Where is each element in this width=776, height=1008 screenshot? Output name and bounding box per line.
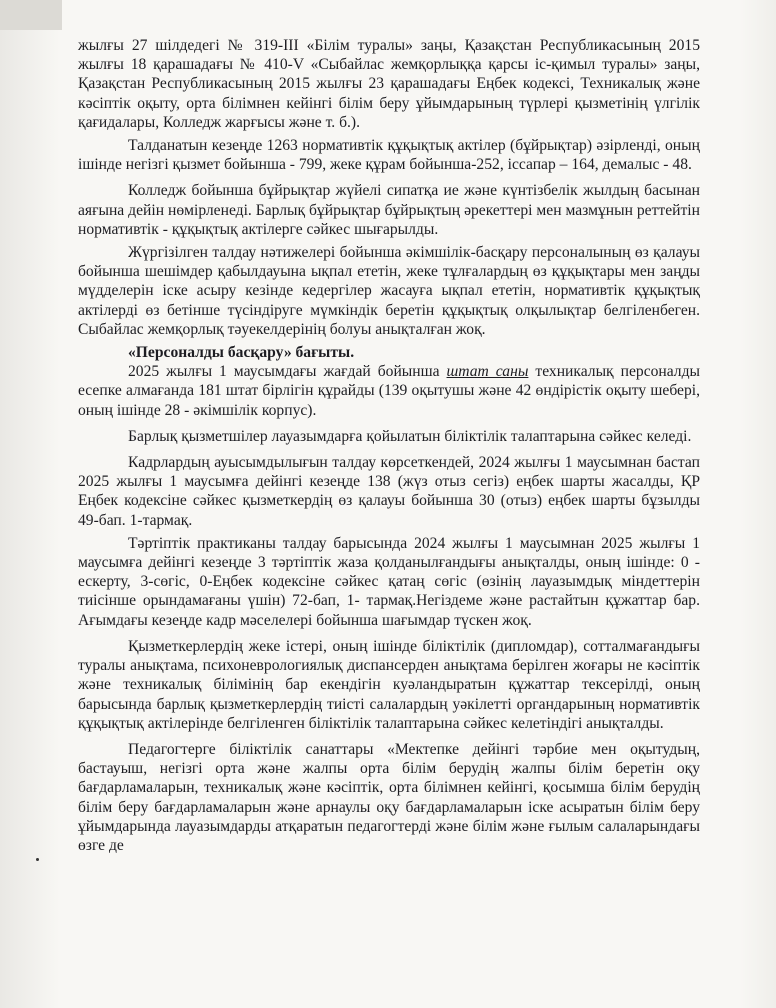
paragraph-9: Қызметкерлердің жеке істері, оның ішінде біліктілік (дипломдар), сотталмағандығы туралы анықтама, психоневрологиялық диспансерден анықтама берілген жоғары не кәсіптік және техникалық білімінің бар екендігін куәландыратын құжаттар тексерілді, оның барысында барлық қызметкерлердің тиісті салалардың уәкілетті органдарының нормативтік құқықтық актілерінде белгіленген біліктілік талаптарына сәйкес келетіндігі анықталды. bbox=[78, 637, 700, 732]
underlined-term: штат саны bbox=[446, 363, 529, 381]
paragraph-2: Талданатын кезеңде 1263 нормативтік құқықтық актілер (бұйрықтар) әзірленді, оның ішінде негізгі қызмет бойынша - 799, жеке құрам бойынша-252, іссапар – 164, демалыс - 48. bbox=[78, 137, 700, 174]
paragraph-5: 2025 жылғы 1 маусымдағы жағдай бойынша штат саны техникалық персоналды есепке алмағанда 181 штат бірлігін құрайды (139 оқытушы және 42 өндірістік оқыту шебері, оның ішінде 28 - әкімшілік корпус). bbox=[78, 363, 701, 419]
paragraph-3: Колледж бойынша бұйрықтар жүйелі сипатқа ие және күнтізбелік жылдың басынан аяғына дейін нөмірленеді. Барлық бұйрықтар бұйрықтың әрекеттері мен мазмұнын реттейтін нормативтік - құқықтық актілерге сәйкес шығарылды. bbox=[78, 182, 700, 238]
paragraph-10: Педагогтерге біліктілік санаттары «Мектепке дейінгі тәрбие мен оқытудың, бастауыш, негізгі орта және жалпы орта білім берудің жалпы білім беретін оқу бағдарламаларын, техникалық және кәсіптік, орта білімнен кейінгі, қосымша білім берудің білім беру бағдарламаларын және арнаулы оқу бағдарламаларын іске асыратын білім беру ұйымдарында лауазымдарды атқаратын педагогтерді және білім және ғылым салаларындағы өзге де bbox=[78, 740, 701, 854]
paragraph-4: Жүргізілген талдау нәтижелері бойынша әкімшілік-басқару персоналының өз қалауы бойынша шешімдер қабылдауына ықпал ететін, жеке тұлғалардың өз құқықтары мен заңды мүдделерін іске асыру кезінде кедергілер жасауға ықпал ететін, нормативтік құқықтық актілерді өз бетінше түсіндіруге мүмкіндік беретін құқықтық олқылықтар белгіленбеген. Сыбайлас жемқорлық тәуекелдерінің болуы анықталған жоқ. bbox=[78, 244, 701, 338]
document-body bbox=[78, 36, 700, 855]
paragraph-1: жылғы 27 шілдедегі № 319-III «Білім туралы» заңы, Қазақстан Республикасының 2015 жылғы 18 қарашадағы № 410-V «Сыбайлас жемқорлыққа қарсы іс-қимыл туралы» заңы, Қазақстан Республикасының 2015 жылғы 23 қарашадағы Еңбек кодексі, Техникалық және кәсіптік оқыту, орта білімнен кейінгі білім беру ұйымдарының түрлері қызметінің үлгілік қағидалары, Колледж жарғысы және т. б.). bbox=[78, 37, 700, 131]
paragraph-6: Барлық қызметшілер лауазымдарға қойылатын біліктілік талаптарына сәйкес келеді. bbox=[128, 427, 692, 445]
paragraph-7: Кадрлардың ауысымдылығын талдау көрсеткендей, 2024 жылғы 1 маусымнан бастап 2025 жылғы 1 маусымға дейінгі кезеңде 138 (жүз отыз сегіз) еңбек шарты жасалды, ҚР Еңбек кодексіне сәйкес қызметкердің өз қалауы бойынша 30 (отыз) еңбек шарты бұзылды 49-бап. 1-тармақ. bbox=[78, 454, 701, 529]
paragraph-8: Тәртіптік практиканы талдау барысында 2024 жылғы 1 маусымнан 2025 жылғы 1 маусымға дейінгі кезеңде 3 тәртіптік жаза қолданылғандығы анықталды, оның ішінде: 0 - ескерту, 3-сөгіс, 0-Еңбек кодексіне сәйкес қатаң сөгіс (өзінің лауазымдық міндеттерін тиісінше орындамағаны үшін) 72-бап, 1- тармақ.Негіздеме және растайтын құжаттар бар. Ағымдағы кезеңде кадр мәселелері бойынша шағымдар түскен жоқ. bbox=[78, 534, 700, 629]
scan-speck bbox=[36, 858, 39, 861]
scan-shadow bbox=[0, 0, 62, 30]
section-heading: «Персоналды басқару» бағыты. bbox=[128, 344, 355, 362]
